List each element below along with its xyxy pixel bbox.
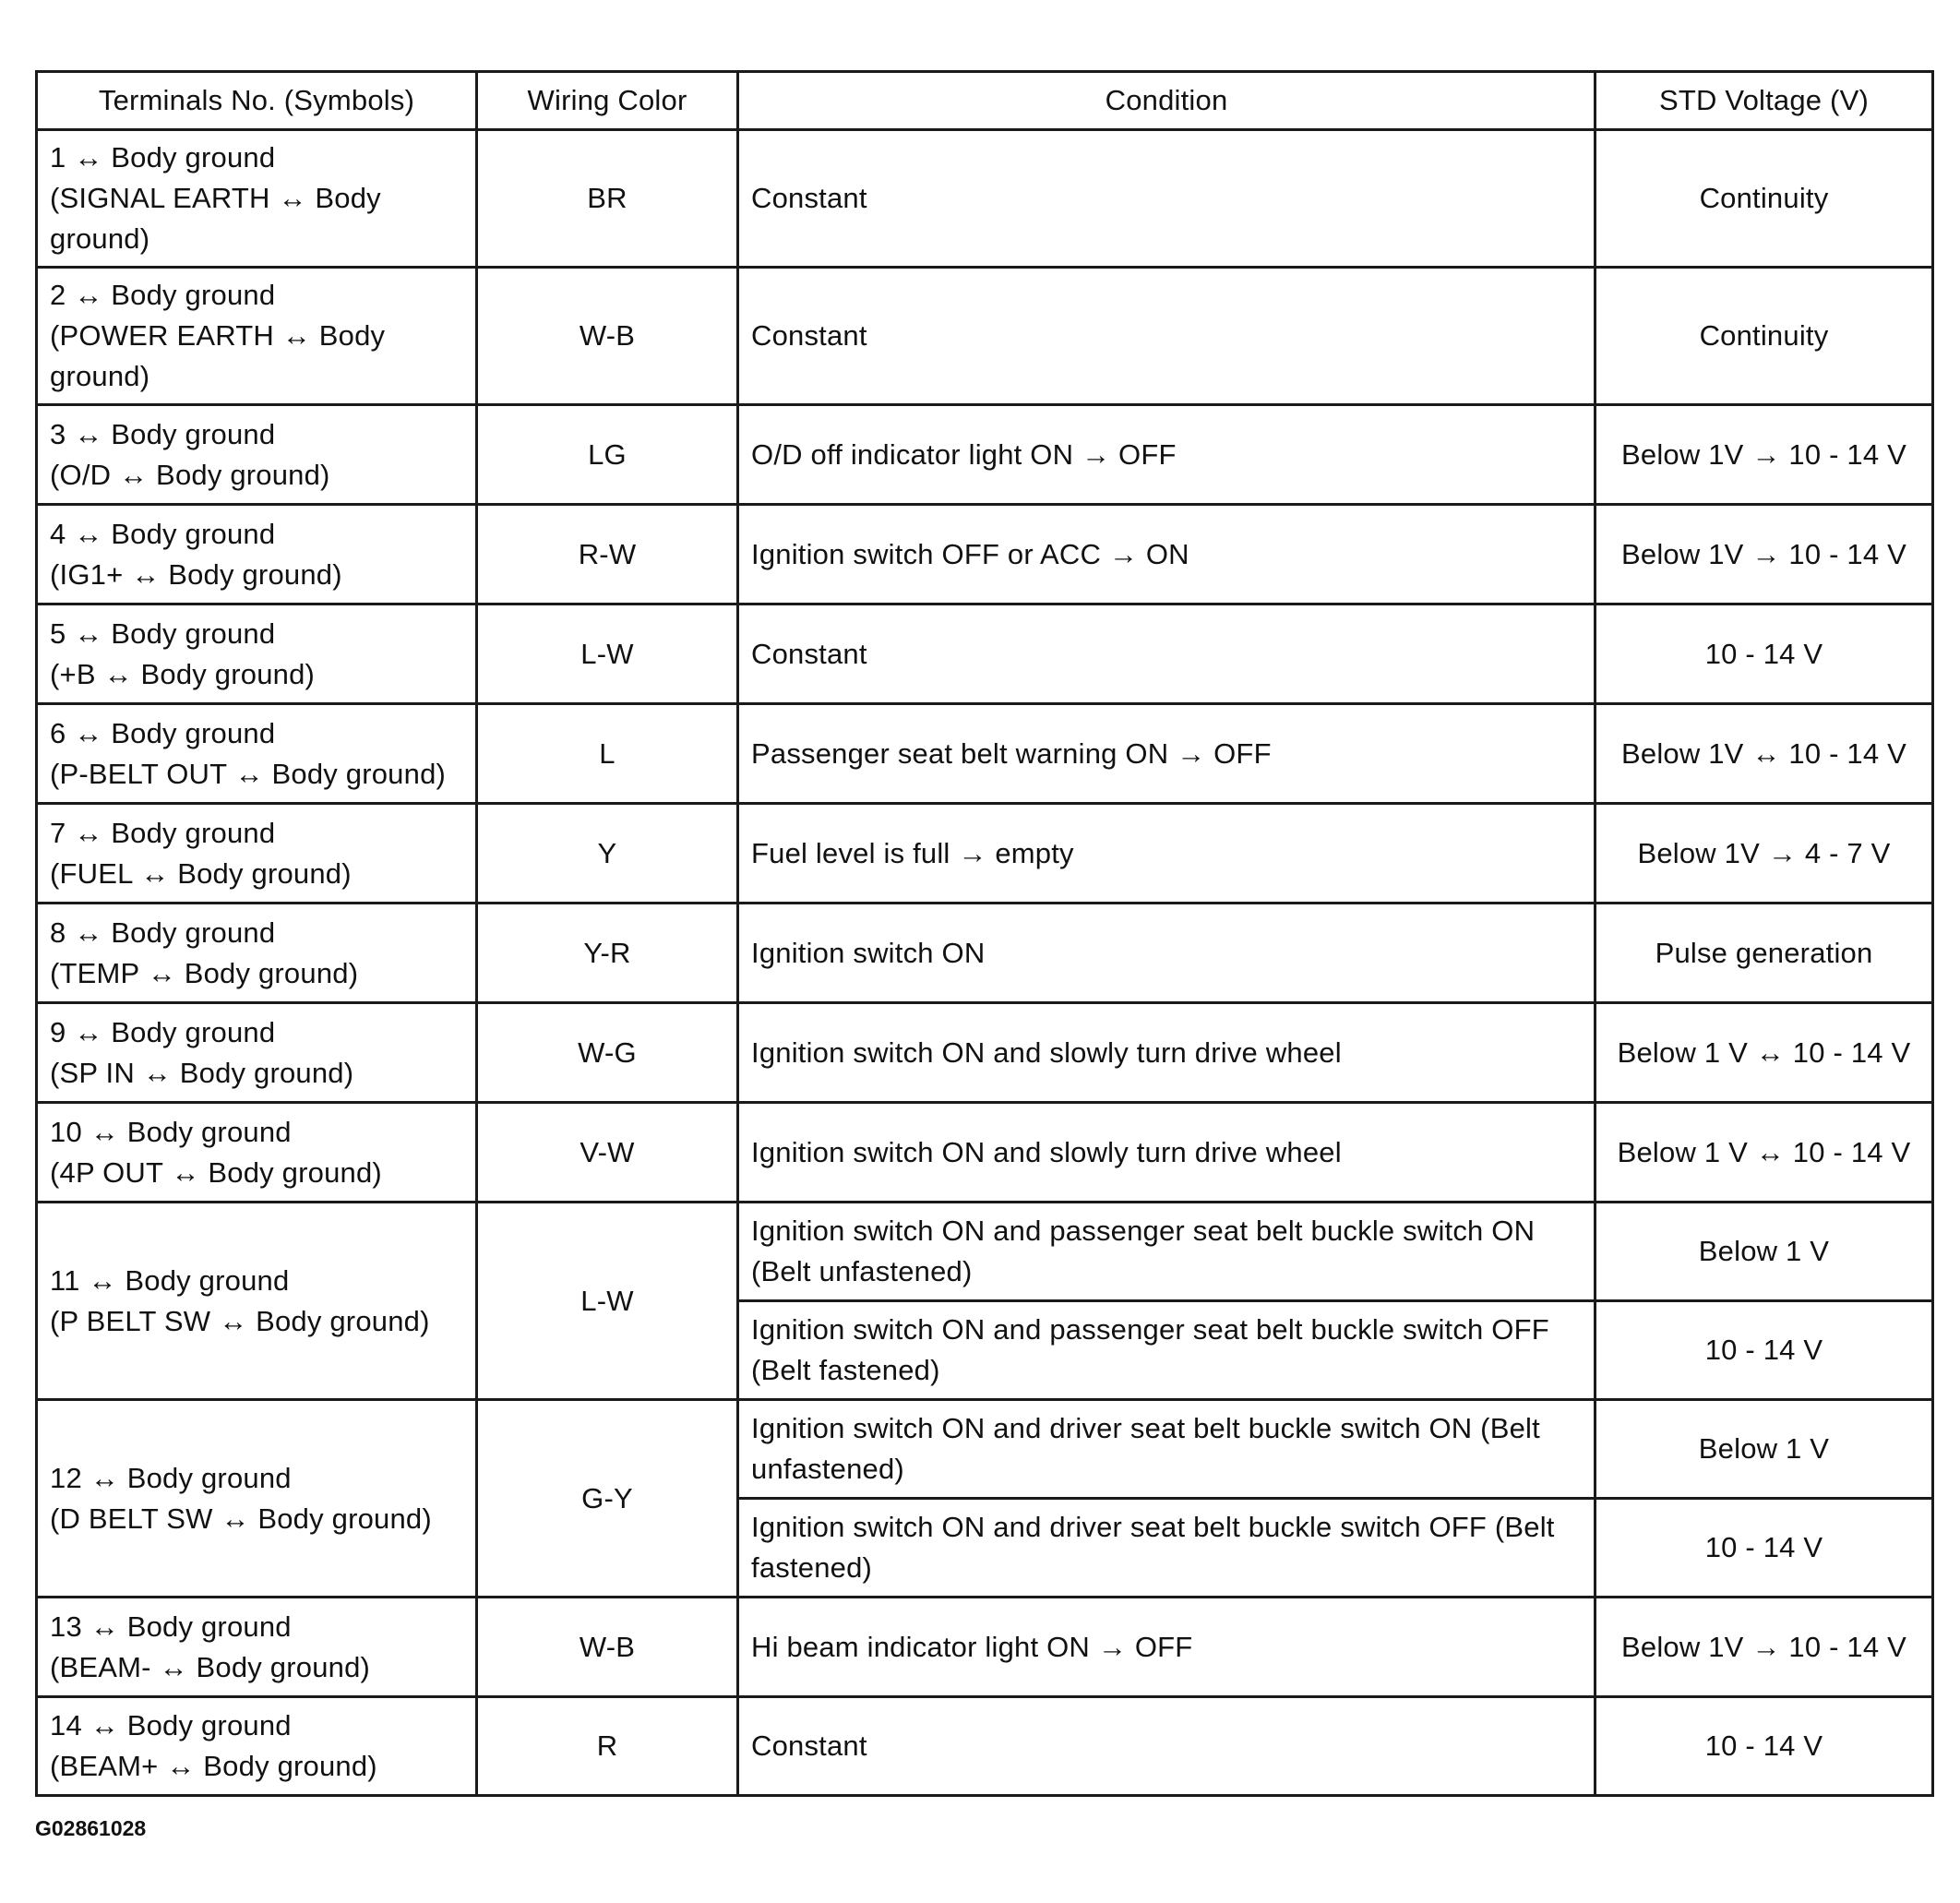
table-row bbox=[37, 1203, 1933, 1301]
condition-cell: Constant bbox=[738, 268, 1595, 405]
wiring-color-cell: L-W bbox=[477, 1203, 738, 1400]
condition-cell: Constant bbox=[738, 1697, 1595, 1796]
std-voltage-cell: 10 - 14 V bbox=[1595, 604, 1933, 704]
wiring-color-cell: BR bbox=[477, 130, 738, 268]
std-voltage-cell: Below 1 V bbox=[1595, 1203, 1933, 1301]
std-voltage-cell: Below 1V → 4 - 7 V bbox=[1595, 804, 1933, 904]
header-row bbox=[37, 72, 1933, 130]
condition-cell: Constant bbox=[738, 604, 1595, 704]
table-row bbox=[37, 268, 1933, 405]
std-voltage-cell: Continuity bbox=[1595, 268, 1933, 405]
header-wiring-color: Wiring Color bbox=[477, 72, 738, 130]
condition-cell: Constant bbox=[738, 130, 1595, 268]
terminal-cell: 12 ↔ Body ground (D BELT SW ↔ Body ground) bbox=[37, 1400, 477, 1598]
condition-cell: Ignition switch ON and slowly turn drive wheel bbox=[738, 1103, 1595, 1203]
condition-cell: Fuel level is full → empty bbox=[738, 804, 1595, 904]
header-terminals: Terminals No. (Symbols) bbox=[37, 72, 477, 130]
terminal-cell: 3 ↔ Body ground (O/D ↔ Body ground) bbox=[37, 405, 477, 505]
wiring-color-cell: L-W bbox=[477, 604, 738, 704]
terminal-cell: 8 ↔ Body ground (TEMP ↔ Body ground) bbox=[37, 904, 477, 1003]
terminal-cell: 6 ↔ Body ground (P-BELT OUT ↔ Body ground) bbox=[37, 704, 477, 804]
wiring-color-cell: L bbox=[477, 704, 738, 804]
terminal-cell: 2 ↔ Body ground (POWER EARTH ↔ Body ground) bbox=[37, 268, 477, 405]
table-row bbox=[37, 1400, 1933, 1499]
table-row bbox=[37, 804, 1933, 904]
wiring-color-cell: W-B bbox=[477, 268, 738, 405]
table-body bbox=[37, 130, 1933, 1796]
table-row bbox=[37, 405, 1933, 505]
terminal-cell: 9 ↔ Body ground (SP IN ↔ Body ground) bbox=[37, 1003, 477, 1103]
table-row bbox=[37, 1598, 1933, 1697]
condition-cell: Ignition switch ON and passenger seat belt buckle switch ON (Belt unfastened) bbox=[738, 1203, 1595, 1301]
table-row bbox=[37, 505, 1933, 604]
condition-cell: Ignition switch OFF or ACC → ON bbox=[738, 505, 1595, 604]
condition-cell: Ignition switch ON and driver seat belt buckle switch ON (Belt unfastened) bbox=[738, 1400, 1595, 1499]
condition-cell: Passenger seat belt warning ON → OFF bbox=[738, 704, 1595, 804]
std-voltage-cell: Below 1 V ↔ 10 - 14 V bbox=[1595, 1103, 1933, 1203]
std-voltage-cell: Below 1V → 10 - 14 V bbox=[1595, 1598, 1933, 1697]
std-voltage-cell: Below 1 V bbox=[1595, 1400, 1933, 1499]
wiring-color-cell: LG bbox=[477, 405, 738, 505]
table-row bbox=[37, 904, 1933, 1003]
condition-cell: Hi beam indicator light ON → OFF bbox=[738, 1598, 1595, 1697]
std-voltage-cell: Below 1V ↔ 10 - 14 V bbox=[1595, 704, 1933, 804]
header-condition: Condition bbox=[738, 72, 1595, 130]
std-voltage-cell: Continuity bbox=[1595, 130, 1933, 268]
condition-cell: Ignition switch ON and driver seat belt buckle switch OFF (Belt fastened) bbox=[738, 1499, 1595, 1598]
wiring-color-cell: W-B bbox=[477, 1598, 738, 1697]
table-row bbox=[37, 704, 1933, 804]
wiring-color-cell: Y-R bbox=[477, 904, 738, 1003]
table-row bbox=[37, 130, 1933, 268]
wiring-color-cell: G-Y bbox=[477, 1400, 738, 1598]
wiring-color-cell: R-W bbox=[477, 505, 738, 604]
terminal-cell: 10 ↔ Body ground (4P OUT ↔ Body ground) bbox=[37, 1103, 477, 1203]
std-voltage-cell: Below 1V → 10 - 14 V bbox=[1595, 505, 1933, 604]
terminal-cell: 5 ↔ Body ground (+B ↔ Body ground) bbox=[37, 604, 477, 704]
std-voltage-cell: 10 - 14 V bbox=[1595, 1697, 1933, 1796]
terminal-cell: 13 ↔ Body ground (BEAM- ↔ Body ground) bbox=[37, 1598, 477, 1697]
terminal-voltage-table bbox=[35, 70, 1934, 1797]
condition-cell: O/D off indicator light ON → OFF bbox=[738, 405, 1595, 505]
wiring-color-cell: Y bbox=[477, 804, 738, 904]
wiring-color-cell: R bbox=[477, 1697, 738, 1796]
condition-cell: Ignition switch ON and slowly turn drive wheel bbox=[738, 1003, 1595, 1103]
condition-cell: Ignition switch ON bbox=[738, 904, 1595, 1003]
header-std-voltage: STD Voltage (V) bbox=[1595, 72, 1933, 130]
terminal-cell: 1 ↔ Body ground (SIGNAL EARTH ↔ Body ground) bbox=[37, 130, 477, 268]
std-voltage-cell: Below 1 V ↔ 10 - 14 V bbox=[1595, 1003, 1933, 1103]
wiring-color-cell: V-W bbox=[477, 1103, 738, 1203]
std-voltage-cell: 10 - 14 V bbox=[1595, 1301, 1933, 1400]
terminal-cell: 11 ↔ Body ground (P BELT SW ↔ Body ground) bbox=[37, 1203, 477, 1400]
condition-cell: Ignition switch ON and passenger seat belt buckle switch OFF (Belt fastened) bbox=[738, 1301, 1595, 1400]
std-voltage-cell: 10 - 14 V bbox=[1595, 1499, 1933, 1598]
terminal-cell: 14 ↔ Body ground (BEAM+ ↔ Body ground) bbox=[37, 1697, 477, 1796]
table-row bbox=[37, 1003, 1933, 1103]
table-row bbox=[37, 1697, 1933, 1796]
wiring-color-cell: W-G bbox=[477, 1003, 738, 1103]
table-row bbox=[37, 1103, 1933, 1203]
std-voltage-cell: Below 1V → 10 - 14 V bbox=[1595, 405, 1933, 505]
table-row bbox=[37, 604, 1933, 704]
terminal-cell: 4 ↔ Body ground (IG1+ ↔ Body ground) bbox=[37, 505, 477, 604]
std-voltage-cell: Pulse generation bbox=[1595, 904, 1933, 1003]
figure-id: G02861028 bbox=[35, 1816, 147, 1840]
terminal-cell: 7 ↔ Body ground (FUEL ↔ Body ground) bbox=[37, 804, 477, 904]
